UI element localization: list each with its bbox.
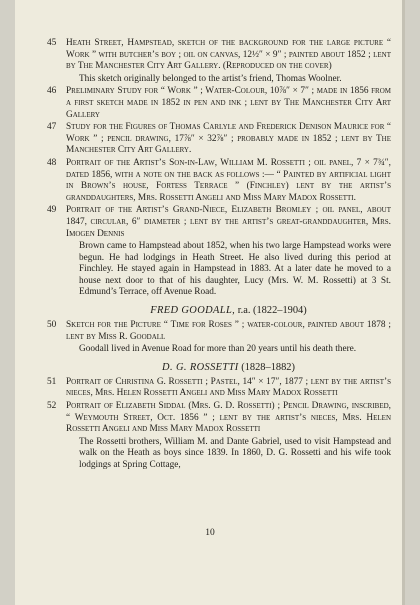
catalogue-entry — [47, 122, 391, 157]
catalogue-entry — [47, 38, 391, 73]
entry-description: Portrait of the Artist’s Grand-Niece, Elizabeth Bromley ; oil panel, about 1847, circular, 6″ diameter ; lent by the artist’s great-granddaughter, Mrs. Imogen Dennis — [66, 205, 391, 239]
catalogue-entry — [47, 320, 391, 343]
artist-dates: (1828–1882) — [238, 361, 295, 373]
entry-description: Study for the Figures of Thomas Carlyle and Frederick Denison Maurice for “ Work ” ; pencil drawing, 17⅞″ × 32⅞″ ; probably made in 1852 ; lent by The Manchester City Art Gallery. — [66, 122, 391, 156]
entry-note: Brown came to Hampstead about 1852, when his two large Hampstead works were begun. He had lodgings in Heath Street. He also lived during this period at Finchley. He stayed again in Hampstead in 1883. At a later date he moved to a house next door to that of his daughter, Lucy (Mrs. W. M. Rossetti) at 3 St. Edmund’s Terrace, off Avenue Road. — [79, 241, 391, 298]
entry-description: Portrait of Christina G. Rossetti ; Pastel, 14″ × 17″, 1877 ; lent by the artist’s nieces, Mrs. Helen Rossetti Angeli and Miss Mary Madox Rossetti — [66, 376, 391, 399]
artist-dates: r.a. (1822–1904) — [235, 305, 307, 317]
catalogue-page — [15, 0, 405, 605]
artist-heading-rossetti — [66, 362, 391, 374]
entry-number: 46 — [47, 86, 57, 97]
entry-number: 47 — [47, 122, 57, 133]
entry-description: Sketch for the Picture “ Time for Roses ” ; water-colour, painted about 1878 ; lent by Miss R. Goodall — [66, 320, 391, 342]
entry-note: The Rossetti brothers, William M. and Dante Gabriel, used to visit Hampstead and walk on the Heath as boys since 1839. In 1860, D. G. Rossetti and his wife took lodgings at Spring Cottage, — [79, 436, 391, 470]
page-number: 10 — [205, 528, 215, 538]
entry-number: 51 — [47, 376, 57, 387]
artist-name: FRED GOODALL, — [150, 305, 236, 317]
entry-number: 48 — [47, 157, 57, 168]
entry-description: Preliminary Study for “ Work ” ; Water-Colour, 10⅞″ × 7″ ; made in 1856 from a first sketch made in 1852 in pen and ink ; lent by The Manchester City Art Gallery — [66, 86, 391, 120]
entry-number: 49 — [47, 205, 57, 216]
artist-heading-goodall — [66, 305, 391, 317]
entry-description: Heath Street, Hampstead, sketch of the background for the large picture “ Work ” with butcher’s boy ; oil on canvas, 12½″ × 9″ ; painted about 1852 ; lent by The Manchester City Art Gallery. (Reproduced on the cover) — [66, 38, 391, 72]
entry-description: Portrait of the Artist’s Son-in-Law, William M. Rossetti ; oil panel, 7 × 7¾″, dated 1856, with a note on the back as follows :— “ Painted by artificial light in Brown’s house, Fortess Terrace ” (Finchley) lent by the artist’s granddaughters, Mrs. Rossetti Angeli and Miss Mary Madox Rossetti. — [66, 157, 391, 203]
entry-note: Goodall lived in Avenue Road for more than 20 years until his death there. — [79, 344, 357, 355]
entry-description: Portrait of Elizabeth Siddal (Mrs. G. D. Rossetti) ; Pencil Drawing, inscribed, “ Weymouth Street, Oct. 1856 ” ; lent by the artist’s nieces, Mrs. Helen Rossetti Angeli and Miss Mary Madox Rossetti — [66, 401, 391, 435]
catalogue-entry — [47, 205, 391, 240]
artist-name: D. G. ROSSETTI — [162, 361, 239, 373]
entry-number: 50 — [47, 320, 57, 331]
catalogue-entry — [47, 401, 391, 436]
entry-number: 52 — [47, 401, 57, 412]
entry-note: This sketch originally belonged to the artist’s friend, Thomas Woolner. — [79, 73, 342, 84]
catalogue-entry — [47, 86, 391, 121]
catalogue-entry — [47, 376, 391, 400]
page-content — [47, 38, 391, 473]
entry-number: 45 — [47, 38, 57, 48]
catalogue-entry — [47, 157, 391, 204]
